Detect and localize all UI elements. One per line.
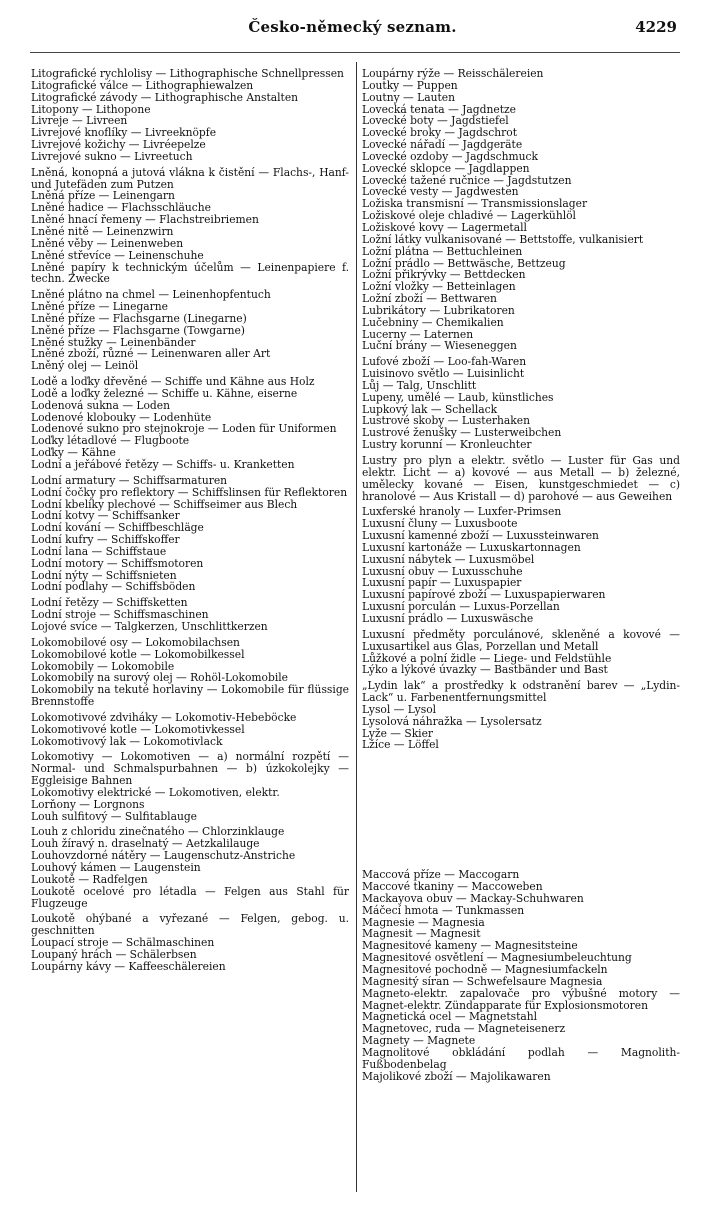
dictionary-entry: Lodní kování — Schiffbeschläge [31,521,204,535]
dictionary-entry: Lodní stroje — Schiffsmaschinen [31,608,209,622]
dictionary-entry: Luxusní obuv — Luxusschuhe [362,564,523,578]
dictionary-entry: Lůj — Talg, Unschlitt [362,378,477,392]
dictionary-entry: Lustry pro plyn a elektr. světlo — Luster für Gas und elektr. Licht — a) kovové — aus Metall — b) železné, umělecky kované — Eisen, kunstgeschmiedet — c) hranolové — Aus Kristall — d) parohové — aus Geweihen [362,454,680,503]
dictionary-entry: Lokomotivový lak — Lokomotivlack [31,734,223,748]
dictionary-entry: Lufové zboží — Loo-fah-Waren [362,355,527,369]
dictionary-entry: Louh žíravý n. draselnatý — Aetzkalilauge [31,837,260,851]
dictionary-entry: Maccová příze — Maccogarn [362,868,520,882]
dictionary-entry: Maccové tkaniny — Maccoweben [362,880,543,894]
dictionary-entry: Lodní podlahy — Schiffsböden [31,580,196,594]
dictionary-entry: Lokomobilové osy — Lokomobilachsen [31,635,240,649]
dictionary-entry: Magnetická ocel — Magnetstahl [362,1010,538,1024]
dictionary-entry: Loutny — Lauten [362,90,455,104]
dictionary-entry: Lodní nýty — Schiffsnieten [31,568,177,582]
dictionary-entry: Magnesitové kameny — Magnesitsteine [362,939,578,953]
dictionary-entry: Lodě a loďky železné — Schiffe u. Kähne, eiserne [31,386,298,400]
dictionary-entry: Loďky létadlové — Flugboote [31,434,190,448]
dictionary-entry: Lovecké boty — Jagdstiefel [362,114,509,128]
dictionary-entry: Livrejové sukno — Livreetuch [31,149,193,163]
dictionary-entry: Louhový kámen — Laugenstein [31,861,201,874]
dictionary-entry: Ložiskové oleje chladivé — Lagerkühlöl [362,209,576,223]
dictionary-entry: Ložní zboží — Bettwaren [362,292,497,306]
dictionary-entry: Luxusní nábytek — Luxusmöbel [362,552,535,566]
dictionary-entry: Lovecké vesty — Jagdwesten [362,185,519,199]
dictionary-entry: Mackayova obuv — Mackay-Schuhwaren [362,891,584,905]
dictionary-entry: Lodní řetězy — Schiffsketten [31,596,188,610]
dictionary-entry: Lovecké nářadí — Jagdgeräte [362,138,523,152]
right-column [362,68,680,1082]
dictionary-entry: Lněné plátno na chmel — Leinenhopfentuch [31,288,271,302]
dictionary-entry: Luxferské hranoly — Luxfer-Primsen [362,505,562,519]
dictionary-entry: Loukotě ocelové pro létadla — Felgen aus Stahl für Flugzeuge [31,884,349,910]
dictionary-entry: Lněné příze — Linegarne [31,300,168,314]
dictionary-entry: Lodní armatury — Schiffsarmaturen [31,473,228,487]
dictionary-entry: Lučebniny — Chemikalien [362,315,504,329]
dictionary-entry: Lněné střevíce — Leinenschuhe [31,248,204,262]
page-number: 4229 [635,18,677,36]
dictionary-entry: Luxusní papír — Luxuspapier [362,576,522,590]
dictionary-entry: Loupaný hrách — Schälerbsen [31,947,197,961]
dictionary-entry: Lustrové skoby — Lusterhaken [362,414,530,428]
dictionary-entry: Lovecké broky — Jagdschrot [362,126,517,140]
dictionary-entry: Lysolová náhražka — Lysolersatz [362,714,542,728]
dictionary-entry: Litografické závody — Lithographische Anstalten [31,90,299,104]
dictionary-entry: Lovecké ozdoby — Jagdschmuck [362,149,538,163]
dictionary-entry: Lokomobilové kotle — Lokomobilkessel [31,647,245,661]
dictionary-entry: Lovecká tenata — Jagdnetze [362,102,516,116]
dictionary-entry: Litografické válce — Lithographiewalzen [31,78,254,92]
dictionary-entry: Lýko a lýkové úvazky — Bastbänder und Bast [362,663,608,677]
dictionary-entry: Loukotě ohýbané a vyřezané — Felgen, gebog. u. geschnitten [31,912,349,938]
dictionary-entry: Lokomotivy — Lokomotiven — a) normální rozpětí — Normal- und Schmalspurbahnen — b) úzkokolejky — Eggleisige Bahnen [31,750,349,788]
dictionary-entry: Lůžkové a polní židle — Liege- und Feldstühle [362,651,612,665]
dictionary-entry: Ložiska transmisní — Transmissionslager [362,197,588,211]
dictionary-entry: Lněný olej — Leinöl [31,359,139,373]
dictionary-entry: Lodní kotvy — Schiffsanker [31,509,180,523]
dictionary-entry: Lupkový lak — Schellack [362,402,498,416]
dictionary-entry: Lodní a jeřábové řetězy — Schiffs- u. Kranketten [31,458,295,471]
dictionary-entry: Máčecí hmota — Tunkmassen [362,903,525,917]
dictionary-entry: Louh z chloridu zinečnatého — Chlorzinklauge [31,825,285,839]
dictionary-entry: Lodní lana — Schiffstaue [31,544,167,558]
dictionary-entry: Magnesie — Magnesia [362,915,485,929]
dictionary-entry: „Lydin lak“ a prostředky k odstranění barev — „Lydin-Lack“ u. Farbenentfernungsmittel [362,679,680,705]
dictionary-entry: Magnesitý síran — Schwefelsaure Magnesia [362,974,603,988]
dictionary-entry: Lžíce — Löffel [362,738,439,752]
dictionary-entry: Luxusní čluny — Luxusboote [362,517,518,531]
dictionary-entry: Ložní přikrývky — Bettdecken [362,268,526,282]
dictionary-entry: Lupeny, umělé — Laub, künstliches [362,390,554,404]
header-rule [30,52,680,53]
dictionary-entry: Magnesit — Magnesit [362,927,481,941]
dictionary-entry: Magneto-elektr. zapalovače pro výbušné motory — Magnet-elektr. Zündapparate für Explosionsmotoren [362,986,680,1012]
dictionary-entry: Lokomobily — Lokomobile [31,659,175,673]
dictionary-entry: Luxusní předměty porculánové, skleněné a kovové — Luxusartikel aus Glas, Porzellan und Metall [362,627,680,653]
dictionary-entry: Lněné příze — Flachsgarne (Linegarne) [31,311,247,325]
dictionary-entry: Loďky — Kähne [31,446,116,460]
dictionary-entry: Ložní vložky — Betteinlagen [362,280,516,294]
dictionary-entry: Ložiskové kovy — Lagermetall [362,220,527,234]
dictionary-entry: Lodě a loďky dřevěné — Schiffe und Kähne aus Holz [31,375,315,389]
dictionary-entry: Loupárny rýže — Reisschälereien [362,67,544,80]
dictionary-entry: Lněné zboží, různé — Leinenwaren aller Art [31,347,271,361]
dictionary-entry: Lokomobily na surový olej — Rohöl-Lokomobile [31,671,288,685]
dictionary-entry: Lněné příze — Flachsgarne (Towgarne) [31,323,245,337]
column-divider [356,62,357,1192]
dictionary-entry: Litopony — Lithopone [31,102,151,116]
dictionary-entry: Luxusní kamenné zboží — Luxussteinwaren [362,529,599,543]
dictionary-entry: Louhovzdorné nátěry — Laugenschutz-Anstriche [31,849,296,863]
dictionary-entry: Lustry korunní — Kronleuchter [362,438,532,452]
dictionary-entry: Loukotě — Radfelgen [31,872,148,886]
dictionary-entry: Lokomotivy elektrické — Lokomotiven, elektr. [31,785,280,799]
dictionary-entry: Lojové svíce — Talgkerzen, Unschlittkerzen [31,619,268,633]
dictionary-entry: Magnetovec, ruda — Magneteisenerz [362,1022,566,1036]
page-header [0,18,705,44]
page-title: Česko-německý seznam. [248,18,457,36]
dictionary-entry: Ložní prádlo — Bettwäsche, Bettzeug [362,256,566,270]
dictionary-entry: Lodní čočky pro reflektory — Schiffslinsen für Reflektoren [31,485,348,499]
dictionary-entry: Lyže — Skier [362,726,434,740]
dictionary-entry: Lněné hadice — Flachsschläuche [31,201,211,215]
dictionary-entry: Luxusní porculán — Luxus-Porzellan [362,600,560,614]
dictionary-entry: Majolikové zboží — Majolikawaren [362,1069,551,1083]
dictionary-entry: Lněné stužky — Leinenbänder [31,335,196,349]
dictionary-entry: Livreje — Livreen [31,114,128,128]
dictionary-entry: Lucerny — Laternen [362,327,474,341]
dictionary-entry: Loupárny kávy — Kaffeeschälereien [31,959,226,973]
dictionary-entry: Lněné nitě — Leinenzwirn [31,224,174,238]
dictionary-entry: Lovecké tažené ručnice — Jagdstutzen [362,173,572,187]
dictionary-entry: Livrejové knoflíky — Livreeknöpfe [31,126,217,140]
dictionary-entry: Lubrikátory — Lubrikatoren [362,303,515,317]
left-column [31,68,349,973]
dictionary-entry: Ložní látky vulkanisované — Bettstoffe, vulkanisiert [362,232,644,246]
dictionary-entry: Lněné věby — Leinenweben [31,236,184,250]
dictionary-entry: Lodenové klobouky — Lodenhüte [31,410,212,424]
dictionary-entry: Ložní plátna — Bettuchleinen [362,244,523,258]
dictionary-entry: Livrejové kožichy — Livréepelze [31,138,206,152]
dictionary-entry: Luxusní kartonáže — Luxuskartonnagen [362,540,581,554]
dictionary-entry: Lustrové ženušky — Lusterweibchen [362,426,562,440]
dictionary-entry: Lněná, konopná a jutová vlákna k čistění — Flachs-, Hanf- und Jutefäden zum Putzen [31,165,349,191]
dictionary-entry: Lodenová sukna — Loden [31,398,170,412]
dictionary-entry: Lokomotivové zdviháky — Lokomotiv-Hebeböcke [31,710,297,724]
dictionary-entry: Lokomobily na tekuté horlaviny — Lokomobile für flüssige Brennstoffe [31,683,349,709]
dictionary-entry: Magnesitové pochodně — Magnesiumfackeln [362,963,608,976]
dictionary-entry: Magnety — Magnete [362,1034,476,1048]
dictionary-entry: Lodní kufry — Schiffskoffer [31,533,180,547]
dictionary-entry: Lovecké sklopce — Jagdlappen [362,161,530,175]
dictionary-entry: Lokomotivové kotle — Lokomotivkessel [31,722,245,736]
dictionary-entry: Magnesitové osvětlení — Magnesiumbeleuchtung [362,951,632,965]
dictionary-entry: Lněné hnací řemeny — Flachstreibriemen [31,213,259,227]
dictionary-entry: Lodní kbelíky plechové — Schiffseimer aus Blech [31,497,298,511]
dictionary-entry: Magnolitové obkládání podlah — Magnolith-Fußbodenbelag [362,1045,680,1071]
dictionary-entry: Lysol — Lysol [362,702,437,716]
dictionary-entry: Luční brány — Wieseneggen [362,339,517,353]
dictionary-entry: Loupací stroje — Schälmaschinen [31,936,215,950]
dictionary-entry: Luisinovo světlo — Luisinlicht [362,367,525,381]
dictionary-entry: Luxusní papírové zboží — Luxuspapierwaren [362,588,606,602]
dictionary-entry: Luxusní prádlo — Luxuswäsche [362,611,534,625]
dictionary-entry: Litografické rychlolisy — Lithographische Schnellpressen [31,67,344,80]
dictionary-entry: Loutky — Puppen [362,78,458,92]
dictionary-entry: Lorňony — Lorgnons [31,797,145,811]
dictionary-entry: Lněné papíry k technickým účelům — Leinenpapiere f. techn. Zwecke [31,260,349,286]
dictionary-entry: Lodní motory — Schiffsmotoren [31,556,204,570]
dictionary-entry: Lněná příze — Leinengarn [31,189,175,203]
dictionary-entry: Lodenové sukno pro stejnokroje — Loden für Uniformen [31,422,337,436]
dictionary-entry: Louh sulfitový — Sulfitablauge [31,809,197,823]
